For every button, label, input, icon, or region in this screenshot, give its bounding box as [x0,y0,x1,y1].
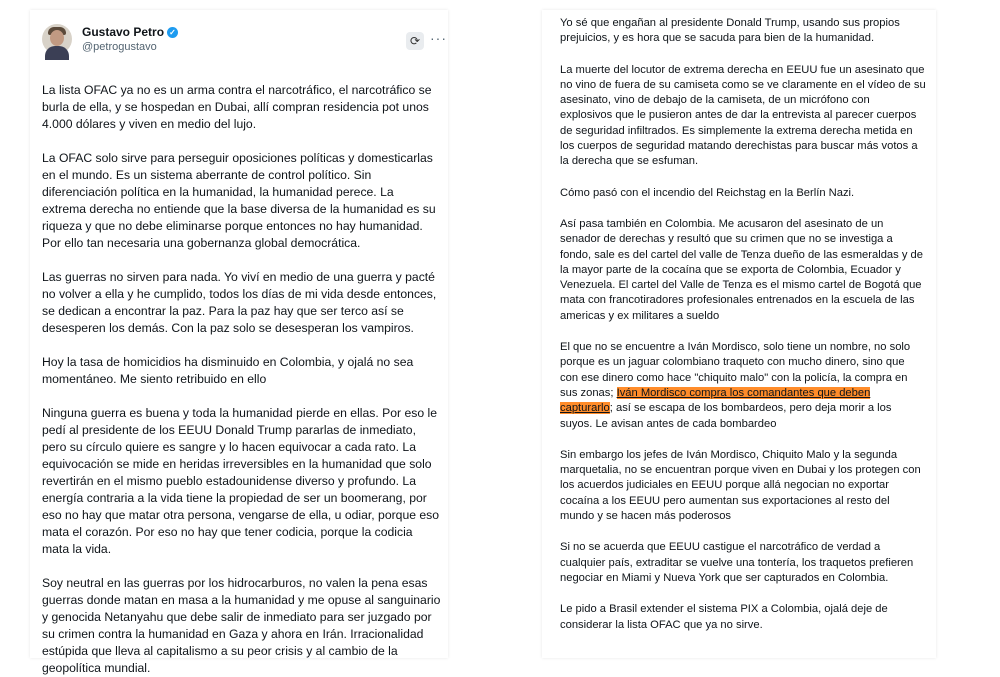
more-options-icon[interactable]: ··· [430,30,447,46]
post-paragraph: Las guerras no sirven para nada. Yo viví en medio de una guerra y pacté no volver a ella y he cumplido, todos los días de mi vida desde entonces, se dedican a encontrar la paz. Para la paz hay que ser terco así se desesperen los demás. Con la paz solo se desesperan los vampiros. [42,270,437,335]
post-paragraph: Así pasa también en Colombia. Me acusaron del asesinato de un senador de derechas y resultó que su crimen que no se investiga a fondo, sale es del cartel del valle de Tenza dueño de las esmeraldas y de la mayor parte de la cocaína que se exporta de Colombia, Ecuador y Venezuela. El cartel del Valle de Tenza es el mismo cartel de Bogotá que mata con francotiradores profesionales entrenados en la escuela de las americas y ex militares a sueldo [560,217,923,322]
post-header [42,24,448,82]
post-paragraph: Hoy la tasa de homicidios ha disminuido en Colombia, y ojalá no sea momentáneo. Me siento retribuido en ello [42,355,414,386]
post-paragraph: Le pido a Brasil extender el sistema PIX a Colombia, ojalá deje de considerar la lista OFAC que ya no sirve. [560,603,888,631]
highlighted-text: capturarlo [560,402,610,415]
avatar[interactable] [42,24,72,54]
author-name[interactable] [82,25,178,39]
grok-icon[interactable]: ⟳ [406,32,424,50]
post-left-panel [30,10,448,675]
post-paragraph: Cómo pasó con el incendio del Reichstag en la Berlín Nazi. [560,186,855,199]
post-paragraph: Sin embargo los jefes de Iván Mordisco, Chiquito Malo y la segunda marquetalia, no se encuentran porque viven en Dubai y los protegen con los acuerdos judiciales en EEUU porque allá negocian no exportar cocaína a los EEUU pero aumentan sus exportaciones al resto del mundo y se hacen más poderosos [560,448,921,523]
post-paragraph: La lista OFAC ya no es un arma contra el narcotráfico, el narcotráfico se burla de ella, y se hospedan en Dubai, allí compran residencia pot unos 4.000 dólares y viven en medio del lujo. [42,83,432,131]
post-right-panel [542,10,936,658]
author-handle[interactable]: @petrogustavo [82,41,157,53]
post-paragraph-mordisco [560,340,936,432]
verified-badge-icon: ✓ [167,27,178,38]
text-segment: ; así se escapa de los bombardeos, pero deja morir a los suyos. Le avisan antes de cada bombardeo [560,402,892,430]
text-segment: El que no se encuentre a Iván Mordisco, solo tiene un nombre, no solo porque es un jaguar colombiano traqueto con mucho dinero, sino que con ese dinero como hace "chiquito malo" con la policía, la compra en sus zonas; [560,341,911,399]
post-paragraph: Si no se acuerda que EEUU castigue el narcotráfico de verdad a cualquier país, extraditar se vuelve una tontería, los traquetos prefieren negociar en Miami y Nueva York que ser capturados en Colombia. [560,541,914,584]
post-paragraph: Soy neutral en las guerras por los hidrocarburos, no valen la pena esas guerras donde matan en masa a la humanidad y me opuse al sanguinario y genocida Netanyahu que debe salir de inmediato para ser juzgado por su crimen contra la humanidad en Gaza y ahora en Irán. Irracionalidad estúpida que lleva al capitalismo a su peor crisis y al cambio de la geopolítica mundial. [42,576,441,675]
post-paragraph: Yo sé que engañan al presidente Donald Trump, usando sus propios prejuicios, y es hora que se sacuda para bien de la humanidad. [560,17,900,45]
highlighted-text: Iván Mordisco compra los comandantes que deben [616,386,871,399]
post-paragraph: La muerte del locutor de extrema derecha en EEUU fue un asesinato que no vino de fuera de su camiseta como se ve claramente en el vídeo de su asesinato, vino de debajo de la camiseta, de un micrófono con explosivos que le pusieron antes de dar la entrevista al parecer cuerpos de seguridad infiltrados. Es simplemente la extrema derecha metida en los cuerpos de seguridad matando derechistas para buscar más votos a la derecha que se esfuman. [560,63,926,168]
post-paragraph: La OFAC solo sirve para perseguir oposiciones políticas y domesticarlas en el mundo. Es un sistema aberrante de control político. Sin diferenciación política en la humanidad, la humanidad perece. La extrema derecha no entiende que la base diversa de la humanidad es su riqueza y que no debe eliminarse porque entonces no hay humanidad. Por ello tan necesaria una gobernanza global democrática. [42,151,436,250]
author-name-text[interactable]: Gustavo Petro [82,25,165,39]
post-paragraph: Ninguna guerra es buena y toda la humanidad pierde en ellas. Por eso le pedí al presidente de los EEUU Donald Trump pararlas de inmediato, pero su círculo quiere es sangre y lo hacen equivocar a cada rato. La equivocación se mide en heridas irreversibles en la humanidad que solo revertirán en el mismo pueblo estadounidense diverso y profundo. La energía contraria a la vida tiene la propiedad de ser un boomerang, por eso no hay que matar otra persona, vengarse de ella, u odiar, porque eso mata el corazón. Por eso no hay que tener codicia, porque la codicia mata la vida. [42,406,440,556]
